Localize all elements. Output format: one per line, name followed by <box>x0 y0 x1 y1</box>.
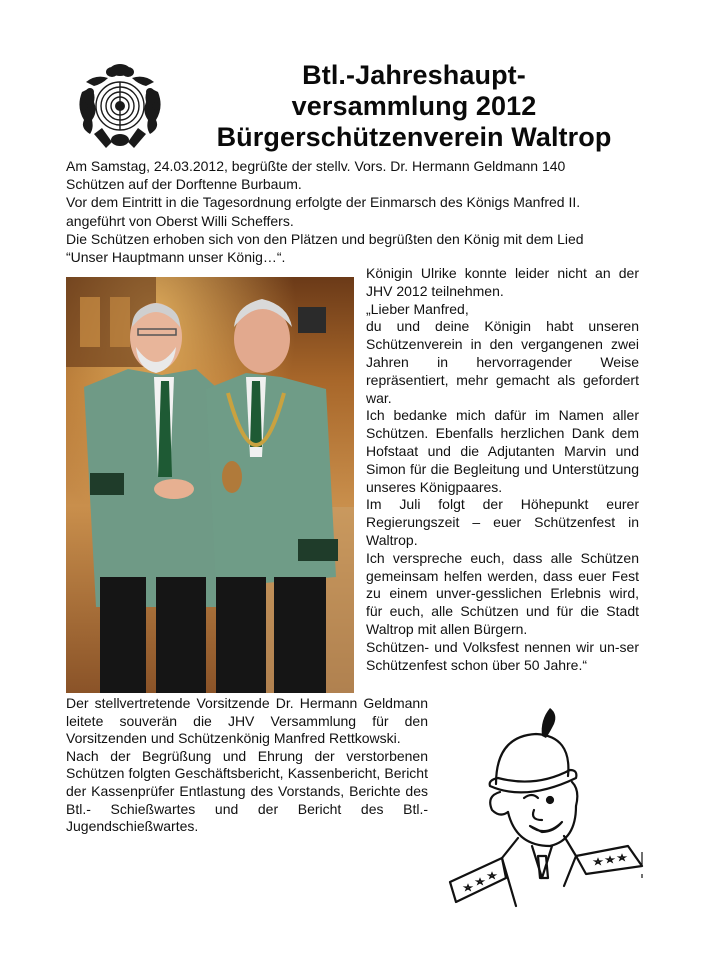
summary-paragraph: Nach der Begrüßung und Ehrung der verstorbenen Schützen folgten Geschäftsbericht, Kassenbericht, Bericht der Kassenprüfer Entlastung des Vorstands, Berichte des Btl.- Schießwartes und der Bericht des Btl.- Jugendschießwartes. <box>66 747 428 835</box>
meeting-summary <box>66 695 428 836</box>
intro-line: angeführt von Oberst Willi Scheffers. <box>66 212 294 229</box>
intro-line: Die Schützen erhoben sich von den Plätzen und begrüßten den König mit dem Lied <box>66 230 584 247</box>
speech-paragraph: Im Juli folgt der Höhepunkt eurer Regierungszeit – euer Schützenfest in Waltrop. <box>366 496 639 548</box>
title-line-3: Bürgerschützenverein Waltrop <box>216 122 612 152</box>
intro-line: Schützen auf der Dorftenne Burbaum. <box>66 176 302 193</box>
summary-paragraph: Der stellvertretende Vorsitzende Dr. Hermann Geldmann leitete souverän die JHV Versammlung für den Vorsitzenden und Schützenkönig Manfred Rettkowski. <box>66 695 428 747</box>
photo-handshake <box>66 277 354 693</box>
title-line-1: Btl.-Jahreshaupt- <box>302 60 526 90</box>
speech-paragraph: Ich verspreche euch, dass alle Schützen gemeinsam helfen werden, dass euer Fest zu einem unver-gesslichen Erlebnis wird, für euch, alle Schützen und für die Stadt Waltrop mit allen Bürgern. <box>366 549 639 637</box>
speech-paragraph: Schützen- und Volksfest nennen wir un-ser Schützenfest schon über 50 Jahre.“ <box>366 638 639 673</box>
article-title <box>176 60 652 153</box>
intro-line: “Unser Hauptmann unser König…“. <box>66 249 286 266</box>
speech-paragraph: „Lieber Manfred, <box>366 300 469 317</box>
title-line-2: versammlung 2012 <box>291 91 537 121</box>
speech-column <box>366 265 639 674</box>
intro-line: Am Samstag, 24.03.2012, begrüßte der stellv. Vors. Dr. Hermann Geldmann 140 <box>66 158 566 174</box>
speech-paragraph: du und deine Königin habt unseren Schützenverein in den vergangenen zwei Jahren in hervorragender Weise repräsentiert, mehr gemacht als gefordert war. <box>366 318 639 406</box>
marksman-cartoon-icon <box>446 706 646 916</box>
speech-paragraph: Königin Ulrike konnte leider nicht an der JHV 2012 teilnehmen. <box>366 265 639 299</box>
speech-paragraph: Ich bedanke mich dafür im Namen aller Schützen. Ebenfalls herzlichen Dank dem Hofstaat und die Adjutanten Marvin und Simon für die Begleitung und Unterstützung unseres Königpaares. <box>366 407 639 495</box>
intro-text <box>66 157 666 266</box>
intro-line: Vor dem Eintritt in die Tagesordnung erfolgte der Einmarsch des Königs Manfred II. <box>66 194 581 211</box>
club-logo-icon <box>72 62 168 150</box>
